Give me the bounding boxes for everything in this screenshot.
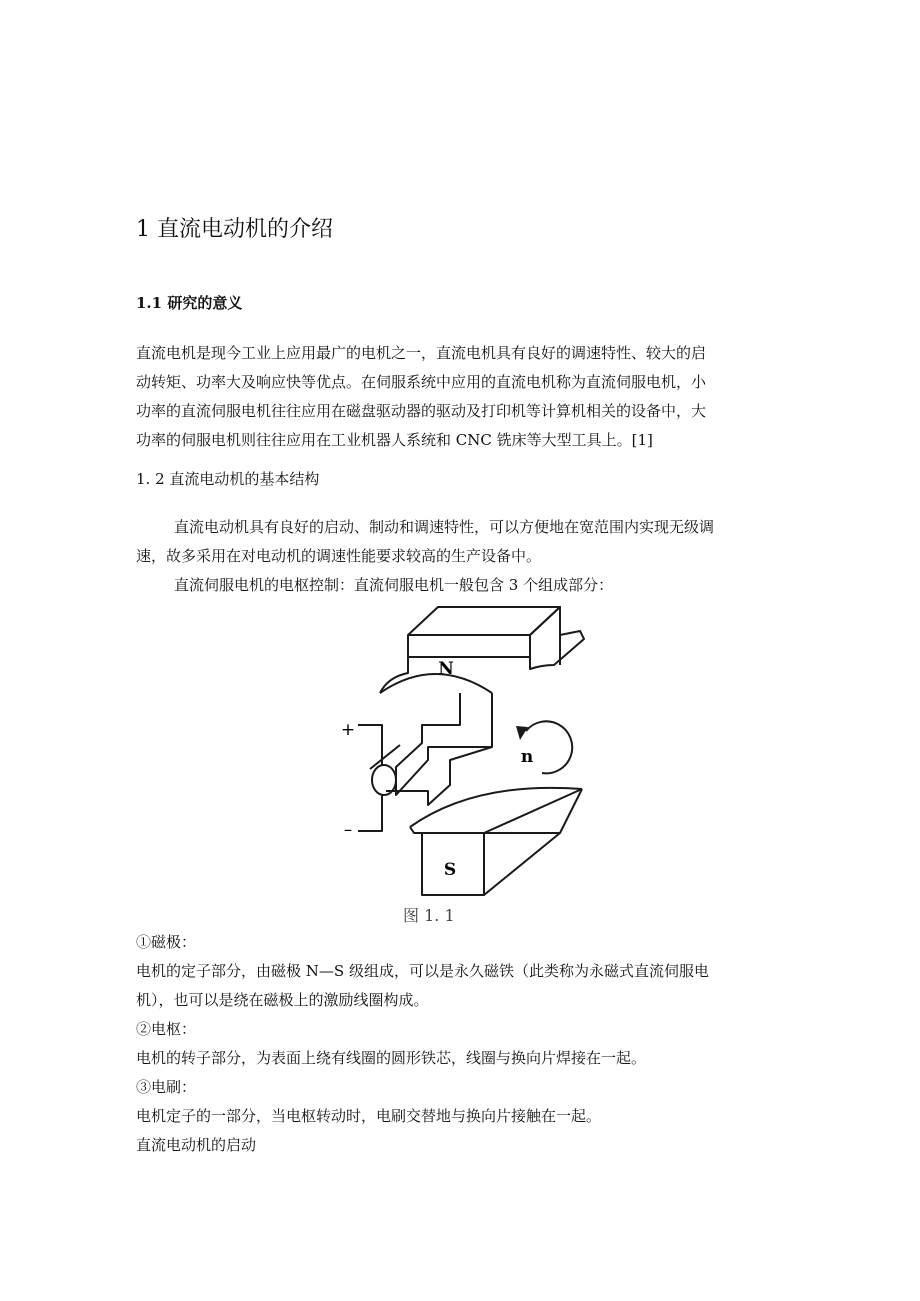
component-description: 电机定子的一部分，当电枢转动时，电刷交替地与换向片接触在一起。: [136, 1107, 602, 1125]
armature-shaft: [370, 745, 492, 805]
n-pole-front-face: [408, 635, 530, 657]
component-title: ②电枢：: [136, 1020, 197, 1038]
n-pole-top-face: [408, 607, 560, 635]
s-pole-label: S: [443, 860, 457, 880]
s-pole-shoe: [410, 788, 582, 827]
component-title: ③电刷：: [136, 1078, 197, 1096]
paragraph-line: 直流伺服电机的电枢控制：直流伺服电机一般包含 3 个组成部分：: [174, 576, 614, 594]
section-2-paragraph: [136, 513, 714, 600]
figure-caption: 图 1. 1: [403, 906, 455, 925]
paragraph-line: 速，故多采用在对电动机的调速性能要求较高的生产设备中。: [136, 547, 542, 565]
paragraph-line: 功率的伺服电机则往往应用在工业机器人系统和 CNC 铣床等大型工具上。[1]: [136, 431, 653, 449]
component-title: ①磁极：: [136, 933, 197, 951]
closing-line: 直流电动机的启动: [136, 1136, 257, 1154]
paragraph-line: 直流电机是现今工业上应用最广的电机之一，直流电机具有良好的调速特性、较大的启: [136, 344, 707, 362]
positive-terminal-label: +: [340, 720, 356, 740]
component-description: 电机的定子部分，由磁极 N—S 级组成，可以是永久磁铁（此类称为永磁式直流伺服电: [136, 962, 709, 980]
section-1-paragraph: [136, 339, 706, 455]
component-list: [136, 928, 709, 1160]
component-description: 机），也可以是绕在磁极上的激励线圈构成。: [136, 991, 429, 1009]
n-pole-flange: [380, 631, 584, 693]
commutator: [372, 765, 396, 795]
rotation-arrowhead: [516, 726, 528, 740]
negative-terminal-label: –: [343, 820, 353, 840]
n-pole-side-face: [530, 607, 560, 665]
positive-wire: [358, 725, 382, 765]
paragraph-line: 动转矩、功率大及响应快等优点。在伺服系统中应用的直流电机称为直流伺服电机，小: [136, 373, 707, 391]
section-1-title: 1.1 研究的意义: [136, 294, 243, 312]
dc-motor-diagram: [330, 595, 590, 900]
armature: [396, 693, 492, 795]
paragraph-line: 功率的直流伺服电机往往应用在磁盘驱动器的驱动及打印机等计算机相关的设备中，大: [136, 402, 707, 420]
chapter-title: 1 直流电动机的介绍: [136, 217, 333, 242]
section-2-title: 1. 2 直流电动机的基本结构: [136, 470, 320, 488]
s-pole-side-face: [484, 789, 582, 895]
paragraph-line: 直流电动机具有良好的启动、制动和调速特性，可以方便地在宽范围内实现无级调: [174, 518, 715, 536]
n-pole-label: N: [438, 659, 454, 679]
component-description: 电机的转子部分，为表面上绕有线圈的圆形铁芯，线圈与换向片焊接在一起。: [136, 1049, 647, 1067]
rotation-label: n: [520, 747, 534, 767]
negative-wire: [358, 795, 382, 831]
